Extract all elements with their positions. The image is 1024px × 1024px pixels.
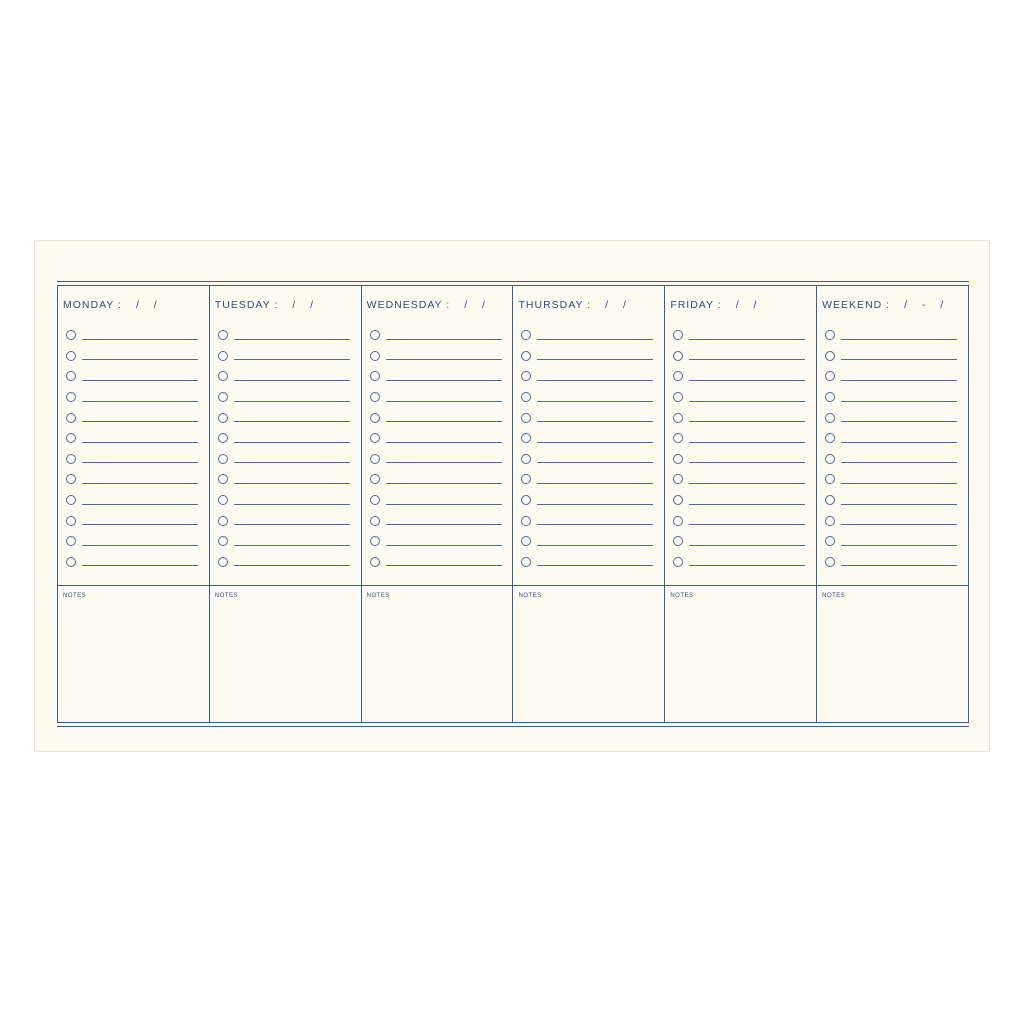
task-write-line (537, 401, 653, 402)
task-list (825, 325, 957, 572)
task-write-line (537, 483, 653, 484)
task-row (218, 407, 350, 428)
checkbox-circle-icon (218, 351, 228, 361)
task-write-line (689, 401, 805, 402)
task-write-line (82, 442, 198, 443)
task-write-line (82, 545, 198, 546)
task-write-line (82, 380, 198, 381)
day-label: THURSDAY : (518, 299, 592, 311)
task-write-line (841, 380, 957, 381)
checkbox-circle-icon (521, 474, 531, 484)
task-write-line (234, 380, 350, 381)
task-write-line (689, 462, 805, 463)
checkbox-circle-icon (370, 495, 380, 505)
task-row (521, 552, 653, 573)
checkbox-circle-icon (370, 351, 380, 361)
task-row (66, 510, 198, 531)
day-column (513, 285, 665, 723)
task-row (825, 469, 957, 490)
task-write-line (689, 545, 805, 546)
task-write-line (82, 421, 198, 422)
checkbox-circle-icon (673, 413, 683, 423)
checkbox-circle-icon (521, 433, 531, 443)
day-header (518, 299, 631, 311)
top-rule (57, 281, 969, 282)
day-column (817, 285, 968, 723)
task-row (66, 366, 198, 387)
task-write-line (841, 442, 957, 443)
task-write-line (386, 504, 502, 505)
checkbox-circle-icon (825, 495, 835, 505)
task-write-line (234, 442, 350, 443)
task-write-line (537, 339, 653, 340)
notes-box (817, 585, 968, 723)
task-row (825, 552, 957, 573)
notes-label: NOTES (366, 593, 390, 599)
task-row (370, 449, 502, 470)
task-row (66, 449, 198, 470)
checkbox-circle-icon (521, 392, 531, 402)
checkbox-circle-icon (66, 433, 76, 443)
task-row (218, 325, 350, 346)
task-row (218, 366, 350, 387)
checkbox-circle-icon (370, 330, 380, 340)
task-row (218, 449, 350, 470)
task-write-line (689, 421, 805, 422)
day-header (215, 299, 319, 311)
task-write-line (82, 359, 198, 360)
task-row (825, 449, 957, 470)
notes-label: NOTES (518, 593, 542, 599)
checkbox-circle-icon (370, 392, 380, 402)
task-row (673, 325, 805, 346)
task-write-line (841, 545, 957, 546)
task-row (673, 366, 805, 387)
day-date-field: / / (735, 299, 763, 311)
task-write-line (689, 483, 805, 484)
day-column (665, 285, 817, 723)
task-write-line (841, 462, 957, 463)
task-write-line (386, 380, 502, 381)
bottom-rule-inner (57, 722, 969, 723)
task-write-line (537, 524, 653, 525)
task-row (521, 449, 653, 470)
task-row (370, 510, 502, 531)
task-row (218, 531, 350, 552)
checkbox-circle-icon (66, 392, 76, 402)
task-row (521, 407, 653, 428)
task-write-line (386, 524, 502, 525)
checkbox-circle-icon (673, 351, 683, 361)
task-list (66, 325, 198, 572)
task-row (521, 469, 653, 490)
checkbox-circle-icon (673, 330, 683, 340)
checkbox-circle-icon (825, 454, 835, 464)
checkbox-circle-icon (218, 474, 228, 484)
task-row (673, 387, 805, 408)
task-row (825, 531, 957, 552)
task-row (825, 510, 957, 531)
task-row (66, 325, 198, 346)
task-row (825, 346, 957, 367)
task-write-line (689, 442, 805, 443)
task-row (218, 552, 350, 573)
task-row (66, 428, 198, 449)
day-date-field: / / (605, 299, 632, 311)
day-label: TUESDAY : (214, 299, 279, 311)
checkbox-circle-icon (825, 474, 835, 484)
task-write-line (82, 565, 198, 566)
task-write-line (537, 442, 653, 443)
checkbox-circle-icon (521, 330, 531, 340)
task-write-line (386, 401, 502, 402)
task-row (521, 346, 653, 367)
task-write-line (386, 483, 502, 484)
task-row (825, 490, 957, 511)
notes-box (665, 585, 816, 723)
checkbox-circle-icon (370, 536, 380, 546)
task-row (673, 552, 805, 573)
notes-label: NOTES (214, 593, 238, 599)
task-row (218, 428, 350, 449)
checkbox-circle-icon (673, 495, 683, 505)
task-row (370, 428, 502, 449)
task-row (521, 387, 653, 408)
task-write-line (234, 421, 350, 422)
task-row (66, 469, 198, 490)
checkbox-circle-icon (218, 413, 228, 423)
task-write-line (689, 524, 805, 525)
day-label: WEEKEND : (822, 299, 891, 311)
checkbox-circle-icon (825, 433, 835, 443)
task-write-line (537, 359, 653, 360)
task-write-line (234, 359, 350, 360)
task-write-line (234, 565, 350, 566)
checkbox-circle-icon (521, 516, 531, 526)
task-row (218, 346, 350, 367)
task-row (673, 428, 805, 449)
checkbox-circle-icon (218, 516, 228, 526)
day-date-field: / / (464, 299, 491, 311)
task-write-line (841, 421, 957, 422)
day-label: MONDAY : (63, 299, 122, 311)
task-write-line (689, 339, 805, 340)
task-write-line (841, 401, 957, 402)
task-write-line (234, 524, 350, 525)
checkbox-circle-icon (66, 351, 76, 361)
checkbox-circle-icon (66, 454, 76, 464)
checkbox-circle-icon (673, 371, 683, 381)
task-list (673, 325, 805, 572)
task-row (370, 469, 502, 490)
checkbox-circle-icon (825, 392, 835, 402)
checkbox-circle-icon (673, 516, 683, 526)
checkbox-circle-icon (66, 413, 76, 423)
task-write-line (537, 380, 653, 381)
task-write-line (386, 339, 502, 340)
task-write-line (841, 504, 957, 505)
task-row (521, 366, 653, 387)
checkbox-circle-icon (66, 371, 76, 381)
task-list (370, 325, 502, 572)
task-list (521, 325, 653, 572)
checkbox-circle-icon (521, 351, 531, 361)
checkbox-circle-icon (218, 330, 228, 340)
task-write-line (841, 339, 957, 340)
task-write-line (841, 359, 957, 360)
task-write-line (537, 565, 653, 566)
task-write-line (234, 545, 350, 546)
task-write-line (82, 483, 198, 484)
notes-label: NOTES (63, 593, 87, 599)
checkbox-circle-icon (521, 413, 531, 423)
day-date-field: / / (135, 299, 163, 311)
task-row (370, 366, 502, 387)
checkbox-circle-icon (218, 557, 228, 567)
task-row (673, 469, 805, 490)
task-write-line (841, 483, 957, 484)
task-write-line (234, 339, 350, 340)
notes-box (513, 585, 664, 723)
day-header (822, 299, 949, 311)
checkbox-circle-icon (218, 536, 228, 546)
task-write-line (234, 483, 350, 484)
task-row (66, 531, 198, 552)
task-write-line (689, 380, 805, 381)
task-write-line (841, 524, 957, 525)
task-row (218, 387, 350, 408)
task-write-line (82, 401, 198, 402)
weekly-planner-sheet (34, 240, 990, 752)
day-date-field: / - / (904, 299, 950, 311)
task-write-line (234, 504, 350, 505)
checkbox-circle-icon (218, 495, 228, 505)
notes-label: NOTES (822, 593, 846, 599)
checkbox-circle-icon (66, 557, 76, 567)
task-row (673, 490, 805, 511)
task-write-line (386, 545, 502, 546)
checkbox-circle-icon (825, 330, 835, 340)
task-row (66, 490, 198, 511)
checkbox-circle-icon (673, 557, 683, 567)
task-row (66, 407, 198, 428)
task-row (66, 552, 198, 573)
task-write-line (386, 421, 502, 422)
task-write-line (82, 524, 198, 525)
notes-box (58, 585, 209, 723)
checkbox-circle-icon (673, 454, 683, 464)
task-row (370, 490, 502, 511)
task-write-line (537, 545, 653, 546)
task-list (218, 325, 350, 572)
task-write-line (689, 504, 805, 505)
checkbox-circle-icon (673, 392, 683, 402)
task-row (370, 387, 502, 408)
task-row (673, 449, 805, 470)
task-write-line (386, 565, 502, 566)
checkbox-circle-icon (218, 454, 228, 464)
task-row (66, 346, 198, 367)
checkbox-circle-icon (521, 557, 531, 567)
task-write-line (234, 401, 350, 402)
task-write-line (537, 504, 653, 505)
task-row (370, 346, 502, 367)
checkbox-circle-icon (370, 474, 380, 484)
day-label: WEDNESDAY : (366, 299, 451, 311)
checkbox-circle-icon (66, 495, 76, 505)
checkbox-circle-icon (825, 371, 835, 381)
task-row (825, 428, 957, 449)
task-row (370, 552, 502, 573)
checkbox-circle-icon (66, 516, 76, 526)
task-write-line (841, 565, 957, 566)
checkbox-circle-icon (673, 536, 683, 546)
checkbox-circle-icon (825, 516, 835, 526)
checkbox-circle-icon (825, 557, 835, 567)
task-write-line (689, 359, 805, 360)
task-write-line (234, 462, 350, 463)
task-row (218, 510, 350, 531)
task-row (521, 325, 653, 346)
checkbox-circle-icon (370, 516, 380, 526)
day-date-field: / / (292, 299, 320, 311)
task-row (521, 531, 653, 552)
checkbox-circle-icon (825, 413, 835, 423)
checkbox-circle-icon (218, 433, 228, 443)
task-row (218, 469, 350, 490)
task-row (673, 510, 805, 531)
checkbox-circle-icon (66, 474, 76, 484)
day-column (362, 285, 514, 723)
checkbox-circle-icon (370, 454, 380, 464)
task-write-line (386, 462, 502, 463)
checkbox-circle-icon (370, 433, 380, 443)
bottom-rule (57, 726, 969, 727)
day-header (670, 299, 762, 311)
checkbox-circle-icon (370, 371, 380, 381)
day-column (210, 285, 362, 723)
checkbox-circle-icon (825, 351, 835, 361)
task-row (825, 325, 957, 346)
checkbox-circle-icon (218, 371, 228, 381)
task-write-line (386, 442, 502, 443)
checkbox-circle-icon (66, 536, 76, 546)
task-write-line (689, 565, 805, 566)
task-write-line (82, 462, 198, 463)
checkbox-circle-icon (521, 536, 531, 546)
task-row (370, 531, 502, 552)
checkbox-circle-icon (521, 371, 531, 381)
day-header (367, 299, 491, 311)
task-row (66, 387, 198, 408)
task-write-line (82, 504, 198, 505)
task-write-line (386, 359, 502, 360)
checkbox-circle-icon (66, 330, 76, 340)
task-row (370, 407, 502, 428)
checkbox-circle-icon (521, 495, 531, 505)
planner-grid (57, 281, 969, 727)
checkbox-circle-icon (370, 413, 380, 423)
task-row (673, 407, 805, 428)
task-row (673, 531, 805, 552)
checkbox-circle-icon (673, 474, 683, 484)
day-header (63, 299, 163, 311)
checkbox-circle-icon (521, 454, 531, 464)
task-write-line (537, 421, 653, 422)
notes-box (210, 585, 361, 723)
checkbox-circle-icon (673, 433, 683, 443)
notes-box (362, 585, 513, 723)
task-row (825, 407, 957, 428)
task-row (673, 346, 805, 367)
day-label: FRIDAY : (670, 299, 722, 311)
day-column (58, 285, 210, 723)
task-row (825, 366, 957, 387)
notes-label: NOTES (670, 593, 694, 599)
checkbox-circle-icon (825, 536, 835, 546)
task-row (370, 325, 502, 346)
task-row (521, 490, 653, 511)
day-columns (57, 285, 969, 723)
task-row (521, 510, 653, 531)
task-write-line (82, 339, 198, 340)
task-row (825, 387, 957, 408)
checkbox-circle-icon (218, 392, 228, 402)
task-row (218, 490, 350, 511)
task-row (521, 428, 653, 449)
checkbox-circle-icon (370, 557, 380, 567)
task-write-line (537, 462, 653, 463)
